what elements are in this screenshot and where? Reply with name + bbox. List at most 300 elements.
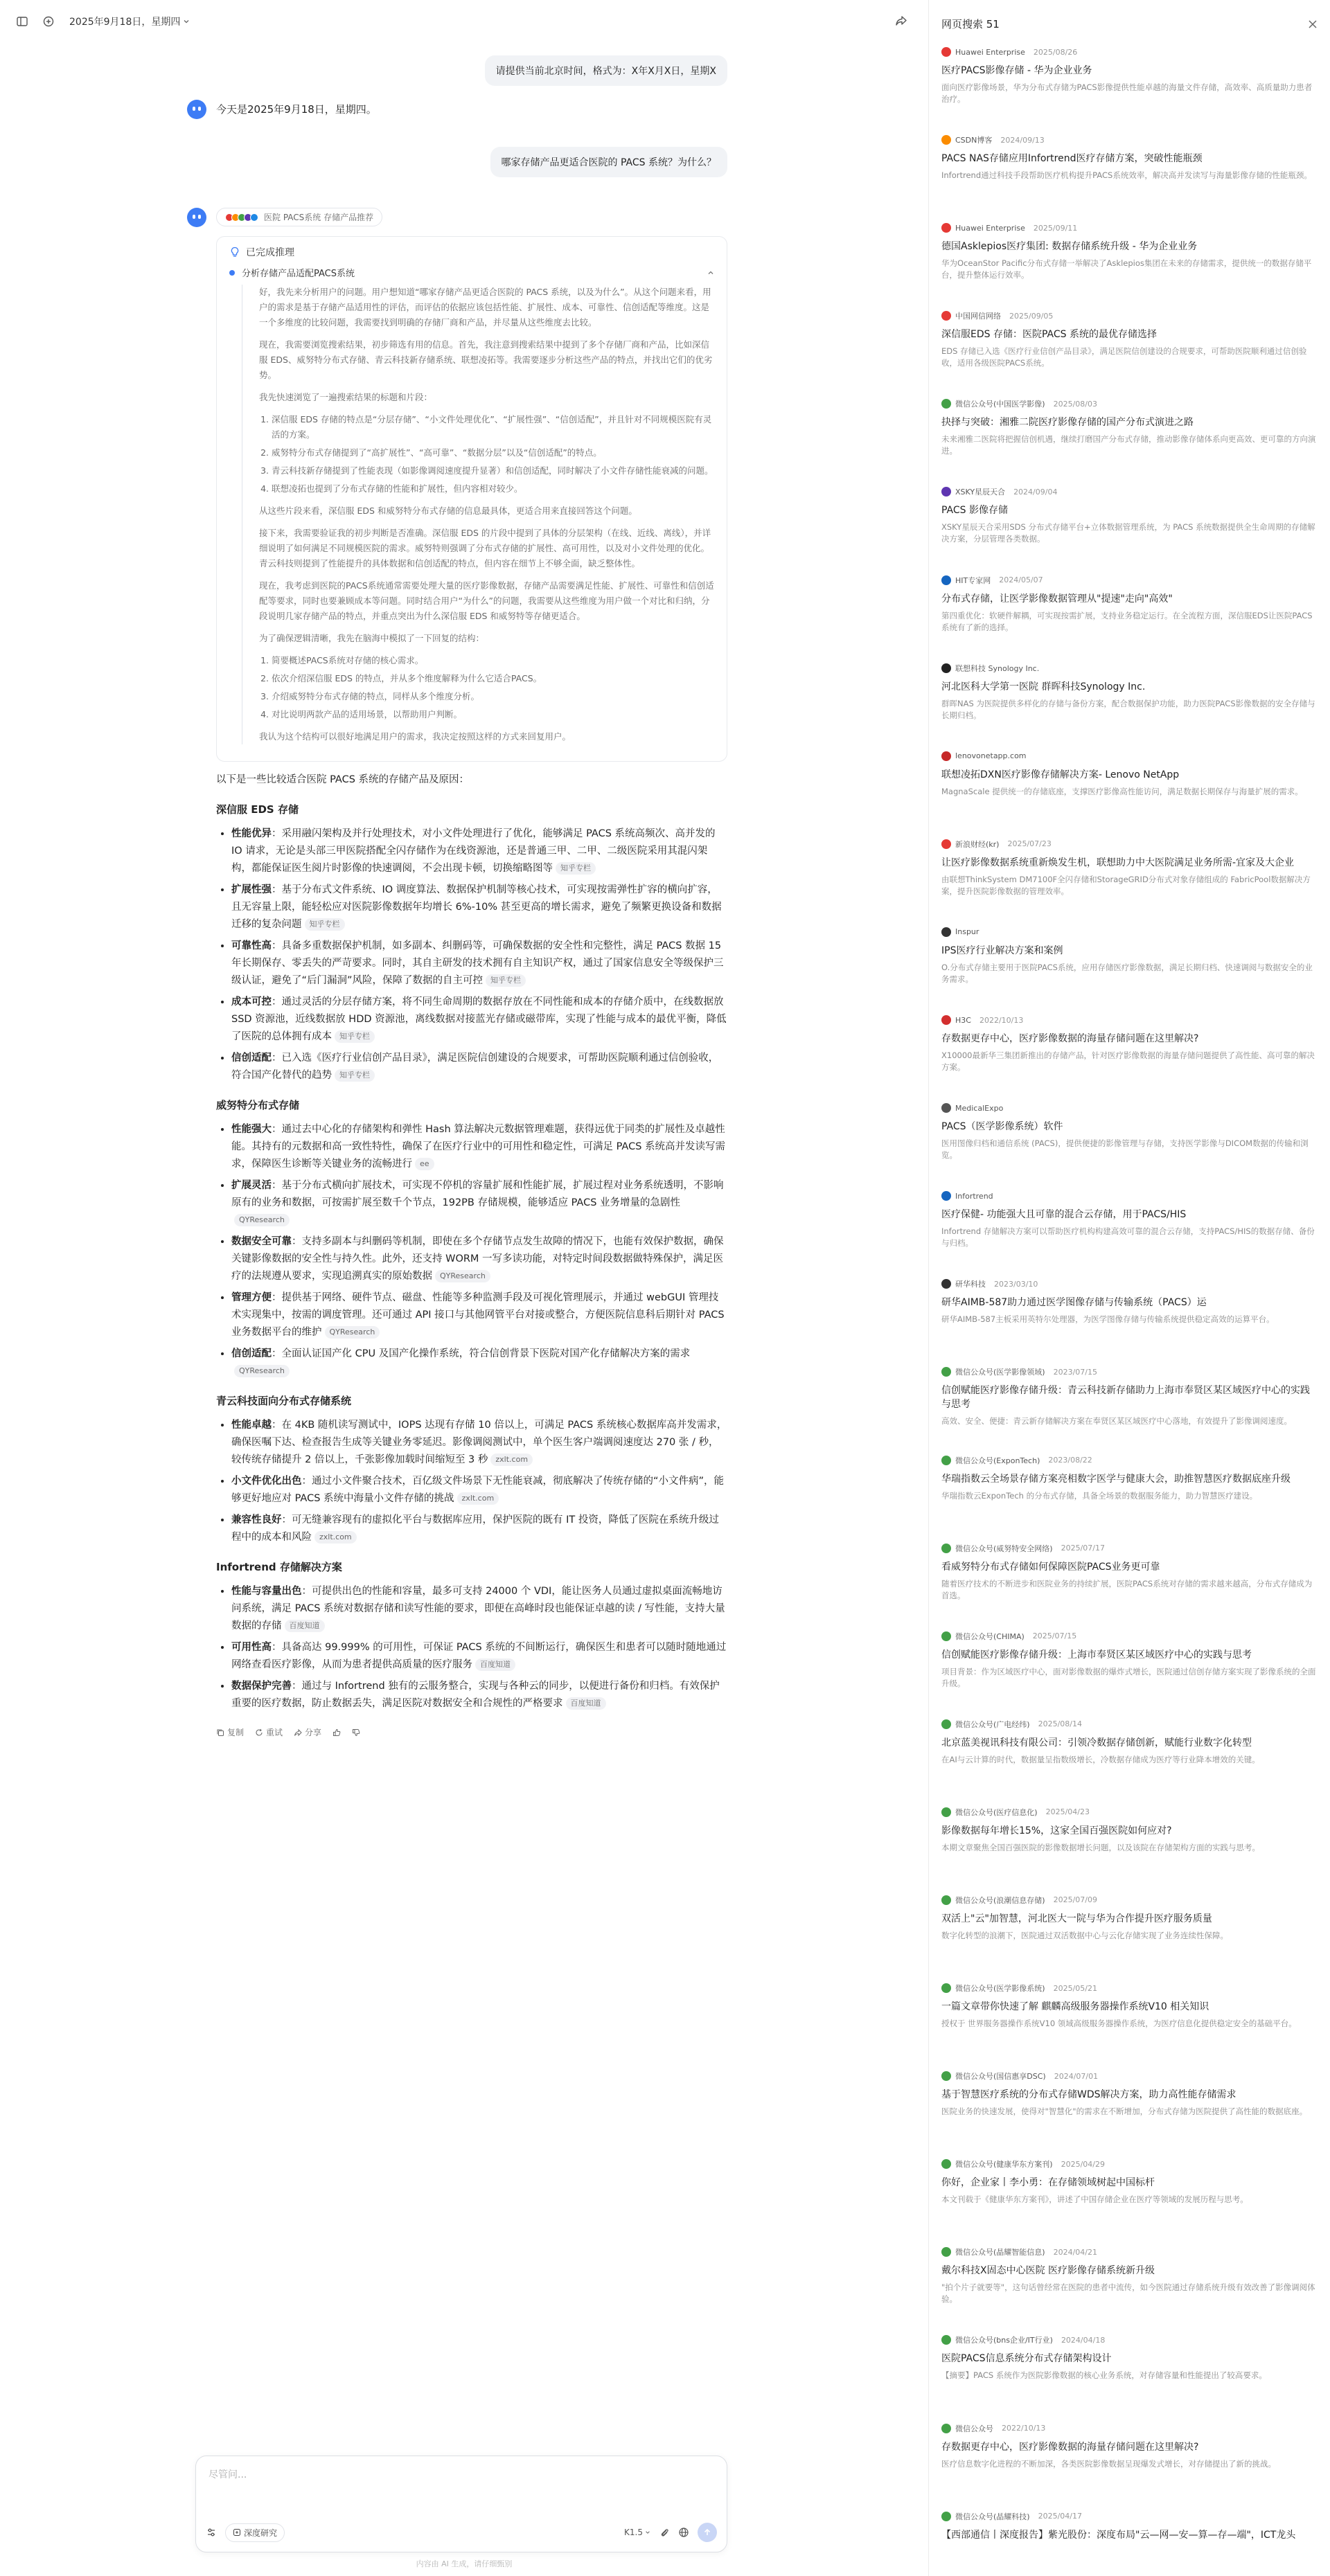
feature-item (231, 938, 727, 990)
result-meta (941, 1983, 1318, 1994)
search-result-item[interactable] (941, 220, 1318, 307)
section-list (231, 1121, 727, 1380)
result-date: 2025/07/09 (1053, 1895, 1097, 1905)
feature-name: 可用性高 (231, 1642, 272, 1653)
result-meta (941, 486, 1318, 497)
conversation-title-text: 2025年9月18日，星期四 (69, 17, 181, 28)
feature-text: ：在 4KB 随机读写测试中，IOPS 达现有存储 10 倍以上，可满足 PACS 系统核心数据库高并发需求，确保医嘱下达、检查报告生成等关键业务零延迟。影像调阅测试中，单个医生客户端调阅速度达 270 张 / 秒，较传统存储提升 2 倍以上，千张影像加载时间缩短至 3 秒 (231, 1420, 727, 1465)
result-source: lenovonetapp.com (955, 751, 1027, 761)
reasoning-paragraph: 我认为这个结构可以很好地满足用户的需求，我决定按照这样的方式来回复用户。 (259, 731, 571, 742)
source-tag[interactable]: 百度知道 (566, 1697, 606, 1710)
result-source: 中国网信网络 (955, 312, 1001, 321)
conversation-title[interactable] (69, 15, 190, 28)
source-logos (225, 213, 258, 222)
result-title[interactable]: 你好，企业家丨李小勇：在存储领域树起中国标杆 (941, 2177, 1155, 2189)
search-result-item[interactable] (941, 2420, 1318, 2508)
source-favicon-icon (941, 927, 951, 937)
result-source: 微信公众号(晶耀智能信息) (955, 2248, 1045, 2257)
result-title[interactable]: 抉择与突破：湘雅二院医疗影像存储的国产分布式演进之路 (941, 417, 1194, 429)
source-favicon-icon (941, 2159, 951, 2169)
feature-text: ：通过与 Infortrend 独有的云服务整合，实现与各种云的同步，以便进行备份和归档。有效保护重要的医疗数据，防止数据丢失，满足医院对数据安全和合规性的严格要求 (231, 1681, 720, 1709)
result-title[interactable]: 影像数据每年增长15%，这家全国百强医院如何应对? (941, 1825, 1172, 1836)
result-meta (941, 1543, 1318, 1554)
result-date: 2023/08/22 (1048, 1456, 1092, 1465)
reasoning-step-title: 分析存储产品适配PACS系统 (242, 269, 355, 279)
search-result-item[interactable] (941, 44, 1318, 132)
result-summary: 第四重优化：软硬件解耦，可实现按需扩展，支持业务稳定运行。在全流程方面，深信服EDS让医院PACS系统有了新的选择。 (941, 610, 1313, 632)
result-source: 微信公众号(健康华东方案刊) (955, 2160, 1053, 2170)
model-name: K1.5 (624, 2528, 643, 2537)
ai-disclaimer: 内容由 AI 生成，请仔细甄别 (416, 2559, 513, 2568)
search-result-item[interactable] (941, 748, 1318, 836)
source-favicon-icon (941, 1191, 951, 1201)
source-tag[interactable]: 知乎专栏 (335, 1069, 375, 1082)
result-summary: 群晖NAS 为医院提供多样化的存储与备份方案，配合数据保护功能，助力医院PACS影像数据的安全存储与长期归档。 (941, 698, 1315, 720)
search-result-item[interactable] (941, 1628, 1318, 1716)
search-result-item[interactable] (941, 572, 1318, 660)
deep-research-toggle[interactable] (225, 2523, 285, 2542)
result-date: 2024/07/01 (1054, 2071, 1099, 2081)
search-result-item[interactable] (941, 1540, 1318, 1628)
result-title[interactable]: 存数据更存中心，医疗影像数据的海量存储问题在这里解决? (941, 1033, 1199, 1045)
result-summary: 高效、安全、便捷：青云新存储解决方案在奉贤区某区域医疗中心落地，有效提升了影像调阅速度。 (941, 1416, 1292, 1426)
source-tag[interactable]: QYResearch (325, 1326, 380, 1339)
copy-icon (216, 1728, 224, 1737)
source-favicon-icon (941, 1456, 951, 1465)
result-source: 研华科技 (955, 1280, 986, 1289)
source-favicon-icon (941, 487, 951, 497)
result-summary: "拍个片子就要等"，这句话曾经常在医院的患者中流传，如今医院通过存储系统升级有效改善了影像调阅体验。 (941, 2282, 1315, 2305)
lightbulb-icon (229, 247, 240, 258)
reasoning-list-item: 1. 简要概述PACS系统对存储的核心需求。 (272, 653, 714, 668)
result-date: 2025/08/26 (1033, 47, 1078, 57)
result-summary: Infortrend通过科技手段帮助医疗机构提升PACS系统效率，解决高并发读写与海量影像存储的性能瓶颈。 (941, 170, 1312, 181)
assistant-message (187, 177, 727, 1738)
result-source: 微信公众号(医学影像领域) (955, 1368, 1045, 1377)
result-source: H3C (955, 1015, 971, 1025)
source-tag[interactable]: 知乎专栏 (305, 918, 345, 931)
feature-text: ：已入选《医疗行业信创产品目录》，满足医院信创建设的合规要求，可帮助医院顺利通过信创验收，符合国产化替代的趋势 (231, 1053, 719, 1081)
close-icon[interactable] (1308, 19, 1318, 29)
feature-item (231, 1583, 727, 1635)
result-meta (941, 46, 1318, 57)
reasoning-paragraph: 接下来，我需要验证我的初步判断是否准确。深信服 EDS 的片段中提到了具体的分层架构（在线、近线、离线），并详细说明了如何满足不同规模医院的需求。威努特则强调了分布式存储的扩展性、高可用性，以及对小文件处理的优化。青云科技则提到了性能提升的具体数据和信创适配的特点，但内容在细节上不够全面，缺乏整体性。 (259, 528, 711, 569)
assistant-reply-text: 今天是2025年9月18日，星期四。 (216, 103, 377, 116)
result-title[interactable]: 医疗保健- 功能强大且可靠的混合云存储，用于PACS/HIS (941, 1209, 1187, 1221)
result-date: 2025/04/17 (1038, 2512, 1082, 2521)
reasoning-list-item: 3. 介绍威努特分布式存储的特点，同样从多个维度分析。 (272, 689, 714, 704)
result-title[interactable]: 双活上"云"加智慧，河北医大一院与华为合作提升医疗服务质量 (941, 1913, 1212, 1924)
source-tag[interactable]: QYResearch (234, 1365, 290, 1377)
assistant-avatar (187, 208, 206, 227)
user-message: 哪家存储产品更适合医院的 PACS 系统？为什么？ (490, 147, 727, 177)
feature-name: 可靠性高 (231, 940, 272, 951)
feature-name: 扩展性强 (231, 884, 272, 895)
feature-text: ：通过小文件聚合技术，百亿级文件场景下无性能衰减，彻底解决了传统存储的“小文件病”，能够更好地应对 PACS 系统中海量小文件存储的挑战 (231, 1476, 725, 1504)
result-summary: 华瑞指数云ExponTech 的分布式存储，具备全场景的数据服务能力，助力智慧医疗建设。 (941, 1490, 1258, 1501)
feature-name: 数据保护完善 (231, 1681, 292, 1692)
section-list (231, 825, 727, 1084)
feature-name: 管理方便 (231, 1292, 272, 1303)
search-result-item[interactable] (941, 2332, 1318, 2420)
new-chat-icon[interactable] (43, 16, 54, 27)
search-result-item[interactable] (941, 395, 1318, 483)
arrow-up-icon (703, 2528, 711, 2537)
source-favicon-icon (941, 1015, 951, 1025)
result-title[interactable]: 北京蓝美视讯科技有限公司：引领冷数据存储创新，赋能行业数字化转型 (941, 1737, 1252, 1748)
search-result-item[interactable] (941, 1276, 1318, 1363)
result-summary: XSKY星辰天合采用SDS 分布式存储平台+立体数据管理系统，为 PACS 系统数据提供全生命周期的存储解决方案，分层管理各类数据。 (941, 522, 1315, 544)
result-summary: 未来湘雅二医院将把握信创机遇，继续打磨国产分布式存储，推动影像存储体系向更高效、更可靠的方向演进。 (941, 434, 1316, 456)
reasoning-list (272, 412, 714, 497)
like-button[interactable] (332, 1726, 341, 1738)
search-query-text: 医院 PACS系统 存储产品推荐 (264, 213, 374, 222)
result-summary: 【摘要】PACS 系统作为医院影像数据的核心业务系统，对存储容量和性能提出了较高要求。 (941, 2370, 1267, 2381)
share-button[interactable] (294, 1726, 321, 1738)
result-source: 联想科技 Synology Inc. (955, 663, 1040, 673)
result-date: 2024/04/18 (1061, 2335, 1106, 2345)
search-result-item[interactable] (941, 660, 1318, 748)
reasoning-header[interactable] (229, 245, 714, 259)
result-meta (941, 1278, 1318, 1289)
result-source: 微信公众号(威努特安全网络) (955, 1544, 1053, 1553)
search-result-item[interactable] (941, 2244, 1318, 2332)
assistant-message (187, 86, 727, 119)
result-meta (941, 1807, 1318, 1818)
search-result-item[interactable] (941, 1363, 1318, 1451)
result-meta (941, 2246, 1318, 2257)
source-tag[interactable]: 知乎专栏 (556, 862, 596, 875)
result-summary: 面向医疗影像场景，华为分布式存储为PACS影像提供性能卓越的海量文件存储，高效率、高质量助力患者治疗。 (941, 82, 1313, 104)
search-result-item[interactable] (941, 1980, 1318, 2068)
feature-text: ：可提供出色的性能和容量，最多可支持 24000 个 VDI，能让医务人员通过虚拟桌面流畅地访问系统，满足 PACS 系统对数据存储和读写性能的要求，即便在高峰时段也能保证卓越的读 / 写性能，支持大量数据的存储 (231, 1586, 725, 1631)
result-source: 微信公众号(国信惠享DSC) (955, 2072, 1046, 2082)
search-result-item[interactable] (941, 924, 1318, 1012)
message-input[interactable] (209, 2467, 707, 2502)
search-results-list (929, 44, 1330, 2576)
result-source: 微信公众号(中国医学影像) (955, 400, 1045, 409)
search-result-item[interactable] (941, 1188, 1318, 1276)
source-favicon-icon (941, 223, 951, 233)
search-result-item[interactable] (941, 1452, 1318, 1540)
feature-item (231, 1050, 727, 1084)
result-date: 2022/10/13 (1002, 2424, 1046, 2433)
feature-name: 性能卓越 (231, 1420, 272, 1431)
tools-icon[interactable] (206, 2527, 217, 2538)
result-title[interactable]: 研华AIMB-587助力通过医学图像存储与传输系统（PACS）运 (941, 1297, 1207, 1309)
source-logo (250, 213, 258, 222)
result-date: 2022/10/13 (979, 1015, 1024, 1025)
result-meta (941, 310, 1318, 321)
source-favicon-icon (941, 2247, 951, 2257)
result-title[interactable]: PACS（医学影像系统）软件 (941, 1121, 1063, 1133)
feature-text: ：采用融闪架构及并行处理技术，对小文件处理进行了优化，能够满足 PACS 系统高频次、高并发的 IO 请求，无论是头部三甲医院搭配全闪存储作为在线资源池，还是普通三甲、二甲、二级医院采用其混闪架构，都能保证医生阅片时影像的快速调阅，不会出现卡顿，切换缩略图等 (231, 828, 716, 874)
result-date: 2023/03/10 (994, 1279, 1038, 1289)
reasoning-paragraph: 好，我先来分析用户的问题。用户想知道“哪家存储产品更适合医院的 PACS 系统，以及为什么”。从这个问题来看，用户的需求是基于存储产品适用性的评估，而评估的依据应该包括性能、扩展性、成本、可靠性、信创适配等维度。这是一个多维度的比较问题，我需要找到明确的存储厂商和产品，并尽量从这些维度去比较。 (259, 287, 711, 328)
feature-item (231, 1512, 727, 1546)
feature-item (231, 1233, 727, 1285)
result-source: 微信公众号(晶耀科技) (955, 2512, 1030, 2521)
reasoning-list-item: 2. 威努特分布式存储提到了“高扩展性”、“高可靠”、“数据分层”以及“信创适配”的特点。 (272, 445, 714, 460)
source-favicon-icon (941, 1103, 951, 1113)
result-date: 2025/04/29 (1061, 2159, 1105, 2169)
search-result-item[interactable] (941, 1716, 1318, 1804)
feature-text: ：通过去中心化的存储架构和弹性 Hash 算法解决元数据管理难题，获得远优于同类的扩展性及卓越性能。其持有的元数据和高一致性特性，确保了在医疗行业中的可用性和稳定性，可满足 PACS 系统高并发读写需求，保障医生诊断等关键业务的流畅进行 (231, 1124, 726, 1170)
search-result-item[interactable] (941, 307, 1318, 395)
feature-text: ：基于分布式文件系统、IO 调度算法、数据保护机制等核心技术，可实现按需弹性扩容的横向扩容，且无容量上限，能轻松应对医院影像数据年均增长 6%-10% 甚至更高的增长需求，避免了频繁更换设备和数据迁移的复杂问题 (231, 884, 722, 930)
answer-intro: 以下是一些比较适合医院 PACS 系统的存储产品及原因： (216, 774, 470, 785)
result-source: Huawei Enterprise (955, 47, 1025, 57)
model-selector[interactable] (624, 2528, 650, 2537)
result-meta (941, 2158, 1318, 2170)
refresh-icon (255, 1728, 263, 1737)
result-title[interactable]: 联想凌拓DXN医疗影像存储解决方案- Lenovo NetApp (941, 769, 1180, 780)
source-favicon-icon (941, 1895, 951, 1905)
feature-item (231, 1678, 727, 1712)
section-list (231, 1583, 727, 1712)
result-summary: 授权于 世界服务器操作系统V10 领域高级服务器操作系统，为医疗信息化提供稳定安全的基础平台。 (941, 2019, 1297, 2029)
source-favicon-icon (941, 47, 951, 57)
search-result-item[interactable] (941, 132, 1318, 220)
result-title[interactable]: 德国Asklepios医疗集团: 数据存储系统升级 - 华为企业业务 (941, 241, 1198, 253)
reasoning-paragraph: 现在，我考虑到医院的PACS系统通常需要处理大量的医疗影像数据，存储产品需要满足性能、扩展性、可靠性和信创适配等要求，同时也要兼顾成本等问题。同时结合用户“为什么”的问题，我需要从这些维度为用户做一个对比和归纳，分段说明几家存储产品的特点，并重点突出为什么深信服 EDS 和威努特等存储更适合。 (259, 580, 714, 621)
source-tag[interactable]: 百度知道 (475, 1658, 515, 1671)
reasoning-list-item: 2. 依次介绍深信服 EDS 的特点，并从多个维度解释为什么它适合PACS。 (272, 671, 714, 686)
feature-text: ：具备高达 99.999% 的可用性，可保证 PACS 系统的不间断运行，确保医生和患者可以随时随地通过网络查看医疗影像，从而为患者提供高质量的医疗服务 (231, 1642, 727, 1670)
result-title[interactable]: 医院PACS信息系统分布式存储架构设计 (941, 2353, 1112, 2365)
search-result-item[interactable] (941, 836, 1318, 924)
feature-text: ：提供基于网络、硬件节点、磁盘、性能等多种监测手段及可视化管理展示，并通过 webGUI 管理技术实现集中，按需的调度管理。还可通过 API 接口与其他网管平台对接或整合，方便医院信息科后期针对 PACS 业务数据平台的维护 (231, 1292, 725, 1338)
result-source: CSDN博客 (955, 136, 993, 145)
search-result-item[interactable] (941, 1804, 1318, 1892)
result-date: 2023/07/15 (1053, 1367, 1097, 1377)
attachment-icon[interactable] (659, 2527, 670, 2538)
result-date: 2024/04/21 (1053, 2247, 1097, 2257)
source-tag[interactable]: ee (415, 1158, 434, 1170)
send-button[interactable] (698, 2523, 717, 2542)
feature-name: 小文件优化出色 (231, 1476, 302, 1487)
reasoning-list-item: 1. 深信服 EDS 存储的特点是“分层存储”、“小文件处理优化”、“扩展性强”、“信创适配”，并且针对不同规模医院有灵活的方案。 (272, 412, 714, 442)
reasoning-body (242, 285, 714, 744)
feature-text: ：全面认证国产化 CPU 及国产化操作系统，符合信创背景下医院对国产化存储解决方案的需求 (272, 1348, 691, 1359)
result-source: Infortrend (955, 1191, 993, 1201)
result-source: 新浪财经(kr) (955, 839, 1000, 849)
reasoning-status: 已完成推理 (246, 247, 294, 258)
result-title[interactable]: 华瑞指数云全场景存储方案亮相数字医学与健康大会，助推智慧医疗数据底座升级 (941, 1473, 1291, 1485)
result-meta (941, 1102, 1318, 1113)
source-tag[interactable]: 知乎专栏 (486, 974, 526, 987)
source-favicon-icon (941, 839, 951, 849)
source-favicon-icon (941, 1631, 951, 1641)
feature-text: ：通过灵活的分层存储方案，将不同生命周期的数据存放在不同性能和成本的存储介质中，在线数据放 SSD 资源池，近线数据放 HDD 资源池，离线数据对接蓝光存储或磁带库，实现了性能与成本的最优平衡，降低了医院的总体拥有成本 (231, 996, 727, 1042)
feature-name: 性能优异 (231, 828, 272, 839)
source-tag[interactable]: QYResearch (435, 1270, 490, 1282)
result-summary: 项目背景：作为区域医疗中心，面对影像数据的爆炸式增长，医院通过信创存储方案实现了影像系统的全面升级。 (941, 1666, 1316, 1688)
result-title[interactable]: 一篇文章带你快速了解 麒麟高级服务器操作系统V10 相关知识 (941, 2001, 1209, 2013)
source-favicon-icon (941, 1719, 951, 1729)
reasoning-panel (216, 236, 727, 762)
source-tag[interactable]: 百度知道 (285, 1620, 325, 1632)
result-meta (941, 1190, 1318, 1201)
result-meta (941, 751, 1318, 762)
result-meta (941, 663, 1318, 674)
result-meta (941, 1719, 1318, 1730)
step-dot-icon (229, 270, 235, 276)
result-summary: 华为OceanStor Pacific分布式存储一举解决了Asklepios集团在未来的存储需求，提供统一的数据存储平台，提升整体运行效率。 (941, 258, 1312, 280)
section-heading: 威努特分布式存储 (216, 1099, 300, 1111)
source-favicon-icon (941, 1807, 951, 1817)
result-title[interactable]: 让医疗影像数据系统重新焕发生机，联想助力中大医院满足业务所需-宜家及大企业 (941, 857, 1295, 868)
deep-research-label: 深度研究 (244, 2528, 278, 2538)
result-source: Huawei Enterprise (955, 223, 1025, 233)
section-heading: Infortrend 存储解决方案 (216, 1561, 342, 1573)
feature-text: ：基于分布式横向扩展技术，可实现不停机的容量扩展和性能扩展，扩展过程对业务系统透明，不影响原有的业务和数据，可按需扩展至数千个节点，192PB 存储规模，能够适应 PACS 业务增量的急剧性 (231, 1180, 724, 1208)
feature-text: ：支持多副本与纠删码等机制，即使在多个存储节点发生故障的情况下，也能有效保护数据，确保关键影像数据的安全性与持久性。此外，还支持 WORM 一写多读功能，对特定时间段数据做特殊保护，满足医疗的法规遵从要求，实现追溯真实的原始数据 (231, 1236, 724, 1282)
source-favicon-icon (941, 2424, 951, 2433)
result-meta (941, 398, 1318, 409)
search-result-item[interactable] (941, 2508, 1318, 2576)
search-sources-pill[interactable] (216, 208, 382, 226)
result-date: 2025/09/11 (1033, 223, 1078, 233)
result-source: Inspur (955, 927, 979, 937)
result-source: 微信公众号(ExponTech) (955, 1456, 1040, 1465)
copy-button[interactable] (216, 1726, 244, 1738)
search-result-item[interactable] (941, 483, 1318, 571)
result-title[interactable]: 深信服EDS 存储：医院PACS 系统的最优存储选择 (941, 329, 1157, 341)
result-title[interactable]: IPS医疗行业解决方案和案例 (941, 945, 1063, 956)
result-summary: O.分布式存储主要用于医院PACS系统，应用存储医疗影像数据，满足长期归档、快速调阅与数据安全的业务需求。 (941, 962, 1313, 984)
result-summary: 研华AIMB-587主板采用英特尔处理器，为医学图像存储与传输系统提供稳定高效的运算平台。 (941, 1314, 1275, 1325)
result-summary: EDS 存储已入选《医疗行业信创产品目录》，满足医院信创建设的合规要求，可帮助医院顺利通过信创验收，适用各级医院PACS系统。 (941, 346, 1307, 368)
result-date: 2024/05/07 (999, 575, 1043, 585)
reasoning-paragraph: 现在，我需要浏览搜索结果，初步筛选有用的信息。首先，我注意到搜索结果中提到了多个存储厂商和产品，比如深信服 EDS、威努特分布式存储、青云科技新存储系统、联想凌拓等。我需要逐步分析这些产品的特点，并找出它们的优劣势。 (259, 339, 713, 380)
result-meta (941, 2070, 1318, 2082)
result-title[interactable]: 存数据更存中心，医疗影像数据的海量存储问题在这里解决? (941, 2441, 1199, 2453)
reasoning-list-item: 3. 青云科技新存储提到了性能表现（如影像调阅速度提升显著）和信创适配，同时解决了小文件存储性能衰减的问题。 (272, 463, 714, 478)
result-title[interactable]: 基于智慧医疗系统的分布式存储WDS解决方案，助力高性能存储需求 (941, 2089, 1236, 2101)
sidebar-toggle-icon[interactable] (17, 16, 28, 27)
result-title[interactable]: 信创赋能医疗影像存储升级：青云科技新存储助力上海市奉贤区某区域医疗中心的实践与思考 (941, 1385, 1310, 1411)
result-summary: 医疗信息数字化进程的不断加深，各类医院影像数据呈现爆发式增长，对存储提出了新的挑战。 (941, 2458, 1276, 2469)
result-title[interactable]: 戴尔科技X固态中心医院 医疗影像存储系统新升级 (941, 2265, 1155, 2277)
source-favicon-icon (941, 751, 951, 761)
result-source: MedicalExpo (955, 1103, 1004, 1113)
result-title[interactable]: 信创赋能医疗影像存储升级：上海市奉贤区某区域医疗中心的实践与思考 (941, 1649, 1252, 1661)
result-title[interactable]: PACS NAS存储应用Infortrend医疗存储方案，突破性能瓶颈 (941, 153, 1203, 165)
result-title[interactable]: 医疗PACS影像存储 - 华为企业业务 (941, 65, 1092, 76)
result-date: 2025/08/03 (1053, 399, 1097, 409)
share-icon (294, 1728, 302, 1737)
answer-body (216, 771, 727, 1712)
source-favicon-icon (941, 2071, 951, 2081)
result-title[interactable]: 分布式存储，让医学影像数据管理从"提速"走向"高效" (941, 593, 1173, 605)
feature-item (231, 1639, 727, 1674)
feature-item (231, 1121, 727, 1173)
dislike-button[interactable] (352, 1726, 360, 1738)
source-favicon-icon (941, 399, 951, 409)
result-date: 2025/05/21 (1053, 1983, 1097, 1993)
result-meta (941, 1631, 1318, 1642)
source-favicon-icon (941, 1279, 951, 1289)
reasoning-paragraph: 我先快速浏览了一遍搜索结果的标题和片段： (259, 392, 433, 402)
result-title[interactable]: 河北医科大学第一医院 群晖科技Synology Inc. (941, 681, 1146, 692)
copy-label: 复制 (227, 1728, 245, 1737)
search-result-item[interactable] (941, 2156, 1318, 2244)
message-list (187, 48, 727, 1738)
search-results-title: 网页搜索 51 (941, 18, 1000, 30)
feature-item (231, 825, 727, 877)
chevron-down-icon (183, 18, 190, 25)
result-summary: 由联想ThinkSystem DM7100F全闪存储和StorageGRID分布式对象存储组成的 FabricPool数据解决方案，提升医院影像数据的管理效率。 (941, 874, 1311, 896)
feature-item (231, 994, 727, 1046)
result-meta (941, 2511, 1318, 2522)
result-date: 2025/08/14 (1038, 1719, 1082, 1729)
search-result-item[interactable] (941, 1100, 1318, 1188)
source-favicon-icon (941, 2335, 951, 2345)
source-favicon-icon (941, 1367, 951, 1377)
source-favicon-icon (941, 135, 951, 145)
result-source: HIT专家网 (955, 575, 991, 585)
feature-item (231, 882, 727, 933)
chevron-up-icon[interactable] (707, 269, 714, 276)
result-date: 2025/07/15 (1032, 1631, 1077, 1641)
feature-text: ：可无缝兼容现有的虚拟化平台与数据库应用，保护医院的既有 IT 投资，降低了医院在系统升级过程中的成本和风险 (231, 1514, 719, 1543)
result-summary: 随着医疗技术的不断进步和医院业务的持续扩展，医院PACS系统对存储的需求越来越高，分布式存储成为首选。 (941, 1578, 1313, 1600)
section-heading: 深信服 EDS 存储 (216, 803, 299, 816)
search-result-item[interactable] (941, 1892, 1318, 1980)
source-favicon-icon (941, 1544, 951, 1553)
reasoning-list-item: 4. 联想凌拓也提到了分布式存储的性能和扩展性，但内容相对较少。 (272, 481, 714, 497)
assistant-avatar (187, 100, 206, 119)
result-meta (941, 839, 1318, 850)
search-result-item[interactable] (941, 1012, 1318, 1100)
source-tag[interactable]: 知乎专栏 (335, 1030, 375, 1043)
feature-name: 成本可控 (231, 996, 272, 1008)
result-summary: 医院业务的快速发展，使得对"智慧化"的需求在不断增加，分布式存储为医院提供了高性能的数据底座。 (941, 2107, 1308, 2117)
source-tag[interactable]: QYResearch (234, 1214, 290, 1226)
result-meta (941, 2423, 1318, 2434)
search-result-item[interactable] (941, 2068, 1318, 2156)
source-tag[interactable]: zxlt.com (490, 1454, 533, 1466)
result-meta (941, 1895, 1318, 1906)
feature-item (231, 1417, 727, 1469)
retry-button[interactable] (255, 1726, 283, 1738)
source-tag[interactable]: zxlt.com (314, 1531, 357, 1544)
result-summary: Infortrend 存储解决方案可以帮助医疗机构构建高效可靠的混合云存储，支持PACS/HIS的数据存储、备份与归档。 (941, 1226, 1315, 1249)
result-title[interactable]: 看威努特分布式存储如何保障医院PACS业务更可靠 (941, 1561, 1160, 1573)
result-title[interactable]: 【西部通信丨深度报告】紫光股份：深度布局"云—网—安—算—存—端"，ICT龙头 (941, 2529, 1296, 2541)
chevron-down-icon (645, 2530, 650, 2535)
feature-name: 数据安全可靠 (231, 1236, 292, 1247)
result-title[interactable]: PACS 影像存储 (941, 505, 1008, 517)
result-source: XSKY星辰天合 (955, 488, 1006, 497)
result-date: 2024/09/04 (1013, 487, 1058, 497)
thumbs-up-icon (332, 1728, 341, 1737)
result-meta (941, 575, 1318, 586)
result-source: 微信公众号 (955, 2424, 993, 2433)
result-summary: 本文刊载于《健康华东方案刊》，讲述了中国存储企业在医疗等领域的发展历程与思考。 (941, 2194, 1248, 2205)
message-actions (216, 1726, 727, 1738)
source-favicon-icon (941, 1983, 951, 1993)
source-tag[interactable]: zxlt.com (457, 1492, 499, 1505)
result-summary: 本期文章聚焦全国百强医院的影像数据增长问题，以及该院在存储架构方面的实践与思考。 (941, 1842, 1260, 1852)
share-icon[interactable] (895, 15, 907, 27)
result-meta (941, 1014, 1318, 1026)
globe-icon[interactable] (678, 2527, 689, 2538)
reasoning-step[interactable] (229, 266, 714, 279)
result-meta (941, 2334, 1318, 2345)
source-favicon-icon (941, 2512, 951, 2521)
